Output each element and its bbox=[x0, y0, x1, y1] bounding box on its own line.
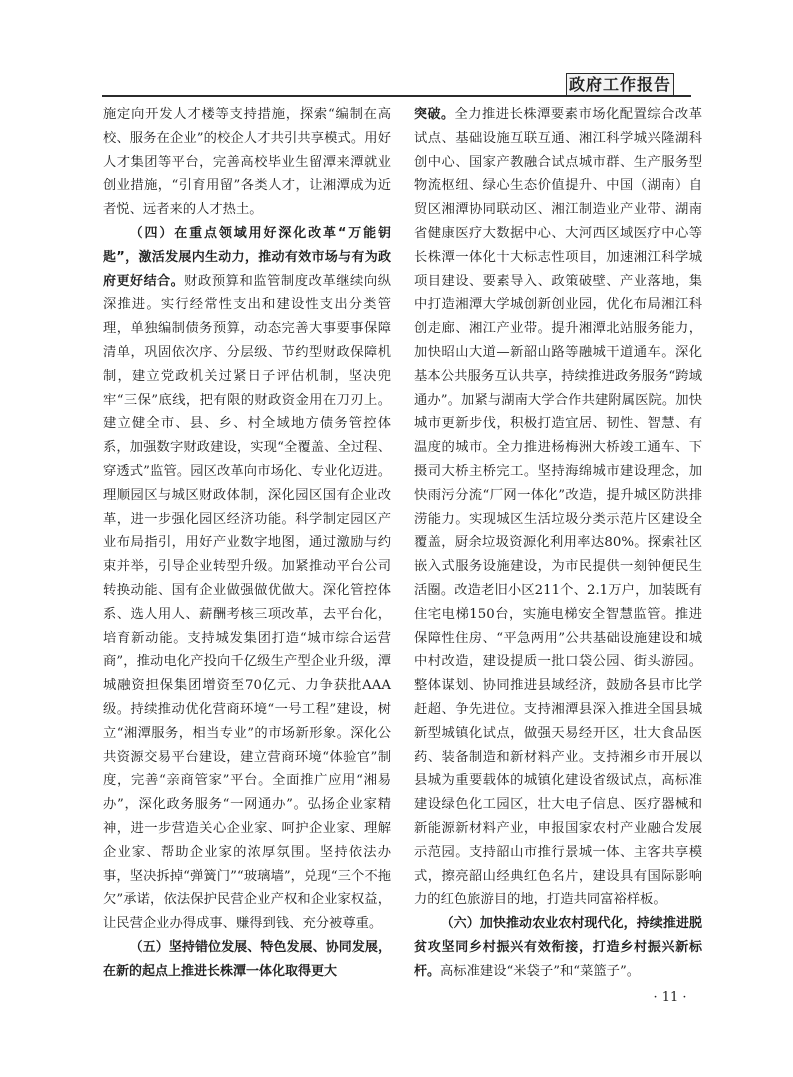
paragraph-agriculture-body: 高标准建设“米袋子”和“菜篮子”。 bbox=[440, 963, 641, 979]
paragraph-integration bbox=[414, 103, 702, 912]
section-heading-agriculture: （六）加快推动农业农村现代化，持续推进脱贫攻坚同乡村振兴有效衔接，打造乡村振兴新标杆。 bbox=[414, 916, 702, 979]
header-rule bbox=[102, 95, 691, 97]
paragraph-reform bbox=[103, 222, 391, 936]
paragraph-integration-start bbox=[103, 936, 391, 984]
section-heading-reform: （四）在重点领域用好深化改革“万能钥匙”，激活发展内生动力，推动有效市场与有为政府更好结合。 bbox=[103, 225, 391, 289]
section-heading-integration: （五）坚持错位发展、特色发展、协同发展，在新的起点上推进长株潭一体化取得更大 bbox=[103, 939, 391, 979]
right-column bbox=[414, 103, 702, 983]
section-heading-integration-cont: 突破。 bbox=[414, 107, 455, 122]
paragraph-talent: 施定向开发人才楼等支持措施，探索“编制在高校、服务在企业”的校企人才共引共享模式。用好人才集团等平台，完善高校毕业生留潭来潭就业创业措施，“引育用留”各类人才，让湘潭成为近者悦、远者来的人才热土。 bbox=[103, 107, 391, 218]
section-label: 政府工作报告 bbox=[566, 73, 674, 97]
left-column bbox=[103, 103, 391, 983]
paragraph-reform-body: 财政预算和监管制度改革继续向纵深推进。实行经常性支出和建设性支出分类管理，单独编制债务预算，动态完善大事要事保障清单，巩固依次序、分层级、节约型财政保障机制，建立党政机关过紧日子评估机制，坚决兜牢“三保”底线，把有限的财政资金用在刀刃上。建立健全市、县、乡、村全域地方债务管控体系，加强数字财政建设，实现“全覆盖、全过程、穿透式”监管。园区改革向市场化、专业化迈进。理顺园区与城区财政体制，深化园区国有企业改革，进一步强化园区经济功能。科学制定园区产业布局指引，用好产业数字地图，通过激励与约束并举，引导企业转型升级。加紧推动平台公司转换动能、国有企业做强做优做大。深化管控体系、选人用人、薪酬考核三项改革，去平台化，培育新动能。支持城发集团打造“城市综合运营商”，推动电化产投向千亿级生产型企业升级，潭城融资担保集团增资至70亿元、力争获批AAA级。持续推动优化营商环境“一号工程”建设，树立“湘潭服务，相当专业”的市场新形象。深化公共资源交易平台建设，建立营商环境“体验官”制度，完善“亲商管家”平台。全面推广应用“湘易办”，深化政务服务“一网通办”。弘扬企业家精神，进一步营造关心企业家、呵护企业家、理解企业家、帮助企业家的浓厚氛围。坚持依法办事，坚决拆掉“弹簧门”“玻璃墙”，兑现“三个不拖欠”承诺，依法保护民营企业产权和企业家权益，让民营企业办得成事、赚得到钱、充分被尊重。 bbox=[103, 273, 391, 932]
paragraph-agriculture bbox=[414, 912, 702, 983]
page-number: · 11 · bbox=[653, 990, 687, 1005]
paragraph-integration-body: 全力推进长株潭要素市场化配置综合改革试点、基础设施互联互通、湘江科学城兴隆湖科创中心、国家产教融合试点城市群、生产服务型物流枢纽、绿心生态价值提升、中国（湖南）自贸区湘潭协同联动区、湘江制造业产业带、湖南省健康医疗大数据中心、大河西区域医疗中心等长株潭一体化十大标志性项目，加速湘江科学城项目建设、要素导入、政策破壁、产业落地，集中打造湘潭大学城创新创业园，优化布局湘江科创走廊、湘江产业带。提升湘潭北站服务能力，加快昭山大道—新韶山路等融城干道通车。深化基本公共服务互认共享，持续推进政务服务“跨域通办”。加紧与湖南大学合作共建附属医院。加快城市更新步伐，积极打造宜居、韧性、智慧、有温度的城市。全力推进杨梅洲大桥竣工通车、下摄司大桥主桥完工。坚持海绵城市建设理念，加快雨污分流“厂网一体化”改造，提升城区防洪排涝能力。实现城区生活垃圾分类示范片区建设全覆盖，厨余垃圾资源化利用率达80%。探索社区嵌入式服务设施建设，为市民提供一刻钟便民生活圈。改造老旧小区211个、2.1万户，加装既有住宅电梯150台，实施电梯安全智慧监管。推进保障性住房、“平急两用”公共基础设施建设和城中村改造，建设提质一批口袋公园、街头游园。整体谋划、协同推进县域经济，鼓励各县市比学赶超、争先进位。支持湘潭县深入推进全国县城新型城镇化试点，做强天易经开区，壮大食品医药、装备制造和新材料产业。支持湘乡市开展以县城为重要载体的城镇化建设省级试点，高标准建设绿色化工园区，壮大电子信息、医疗器械和新能源新材料产业，申报国家农村产业融合发展示范园。支持韶山市推行景城一体、主客共享模式，擦亮韶山经典红色名片，建设具有国际影响力的红色旅游目的地，打造共同富裕样板。 bbox=[414, 107, 702, 908]
